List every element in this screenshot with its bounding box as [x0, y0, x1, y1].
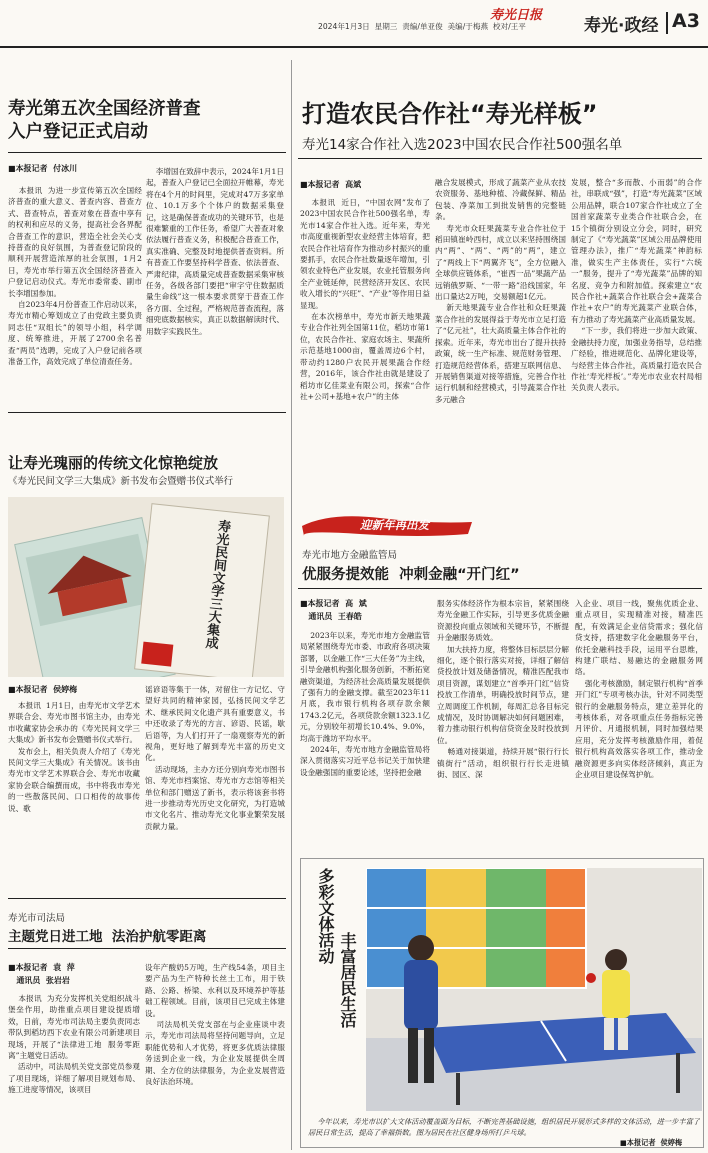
culture-col1: 本报讯 1月1日，由寿光市文学艺术界联合会、寿光市图书馆主办，由寿光市收藏家协会承办的《寿光民间文学三大集成》新书发布会暨赠书仪式举行。 发布会上，相关负责人介绍了《寿光民间文学三大集成》有关情况。该书由寿光市文学艺术界联合会、寿光市收藏家协会联合编撰而成，书中将我市寿光的一些散落民间、口口相传的故事传说、歌: [8, 701, 140, 813]
coop-title: 打造农民合作社“寿光样板”: [302, 100, 598, 128]
census-col1: 本报讯 为进一步宣传第五次全国经济普查的重大意义、普查内容、普查方式、普查特点，普查对象在普查中享有的权利和应尽的义务，提高社会各界配合普查工作的意识，营造全社会关心支持普查的良好氛围，为普查登记阶段的顺利开展营造浓厚的社会氛围，1月2日，寿光市举行第五次全国经济普查入户登记启动仪式。寿光市委常委、副市长李增国参加。 自2023年4月份普查工作启动以来，寿光市精心筹划成立了由党政主要负责同志任“双组长”的领导小组，科学调度、统筹推进，开展了2700余名普查“两员”选聘，完成了入户登记前各项准备工作，高效完成了单位清查任务。: [8, 186, 142, 367]
justice-title: 主题党日进工地 法治护航零距离: [8, 929, 207, 945]
finance-col1: 2023年以来，寿光市地方金融监管局紧紧围绕寿光市委、市政府各项决策部署，以金融工作“三大任务”为主线，引导金融机构强化服务创新，不断拓宽融资渠道，为经济社会高质量发展提供了强有力的金融支撑。截至2023年11月底，我市银行机构各项存款余额1743.2亿元，各项贷款余额1323.1亿元，分别较年初增长10.4%、9.0%，均高于潍坊平均水平。 2024年，寿光市地方金融监管局将深入贯彻落实习近平总书记关于加快建设金融强国的重要论述，坚持把金融: [300, 631, 430, 777]
finance-banner: [300, 508, 475, 540]
coop-col1: 本报讯 近日，“中国农网”发布了2023中国农民合作社500强名单，寿光市14家合作社入选。近年来，寿光市高度重视新型农业经营主体培育，把农民合作社培育作为推动乡村振兴的重要抓手，农民合作社数量逐年增加，引领农业特色产业发展，农业托管服务向全产业链延伸，民营经济开发区、农民收入增长的“兴旺”、“产业”等作用日益显现。 在本次榜单中，寿光市新天地果蔬专业合作社列全国第11位，稻坊市第1位，农民合作社、家庭农场主、果蔬所示范基地1000亩，覆盖周边6个村，带动约1280户农民开展果蔬合作经营，2016年，该合作社由就是建设了稻坊市亿佳菜业有限公司，探索“合作社+公司+基地+农户”的主体: [300, 198, 430, 401]
coop-col3: 发展，整合“多而散、小而弱”的合作社，串联成“强”，打造“寿光蔬菜”区域公用品牌，联合107家合作社成立了全国首家蔬菜专业类合作社联合会，在15个镇街分别设立分会，同时，研究制定了《“寿光蔬菜”区域公用品牌使用管理办法》，推广“寿光蔬菜”神韵标准，做实生产主体责任，实行“六统一”服务，提升了“寿光蔬菜”品牌的知名度、竞争力和附加值。探索建立“农民合作社+蔬菜合作社联合会+蔬菜合作社+农户”的寿光蔬菜产业联合体，有力推动了寿光蔬菜产业高质量发展。 “下一步，我们将进一步加大政策、金融扶持力度，加强业务指导，总结推广经验，推进规范化、品牌化建设等，与经营主体合作社，高质量打造农民合作社‘寿光样板’。”寿光市农业农村局相关负责人表示。: [571, 178, 702, 393]
column-divider: [291, 60, 292, 1150]
culture-col2: 谣谚语等集于一体，对留住一方记忆、守望好共同的精神家园，弘扬民间文学艺术、继承民间文化遗产具有重要意义，书中还收录了寿光的方言、谚语、民谣，歇后语等，为人们打开了一扇观察寿光的新视角，更好地了解到寿光丰富的历史文化。 活动现场，主办方还分别向寿光市图书馆、寿光市档案馆、寿光市方志馆等相关单位和部门赠送了新书，表示将该套书将进一步推动寿光历史文化研究，为打造城市文化名片、推动寿光文化事业繁荣发展贡献力量。: [145, 685, 285, 831]
finance-org: 寿光市地方金融监管局: [302, 550, 398, 561]
masthead-logo: 寿光日报: [490, 8, 543, 23]
justice-org: 寿光市司法局: [8, 913, 66, 924]
justice-col2: 设年产酸奶5万吨，生产线54条，项目主要产品为生产特种长丝土工布，用于铁路、公路、桥梁、水利以及环境养护等基础工程领域。目前，该项目已完成主体建设。 司法局机关党支部在与企业座谈中表示，寿光市司法局将坚持问题导向，立足职能优势和人才优势，将更多优质法律服务送到企业一线，为企业发展提供全周期、全方位的法律服务，为企业发展营造良好法治环境。: [145, 963, 285, 1087]
masthead-section: 寿光·政经: [584, 16, 659, 36]
photo-story-credit: ■本报记者 侯婷梅: [620, 1138, 683, 1147]
finance-banner-text: 迎新年再出发: [360, 518, 429, 532]
coop-byline: ■本报记者 高斌: [300, 180, 362, 189]
masthead-page: A3: [672, 10, 700, 32]
coop-subtitle: 寿光14家合作社入选2023中国农民合作社500强名单: [302, 137, 623, 153]
census-col2: 李增国在致辞中表示，2024年1月1日起，普查入户登记已全面拉开帷幕，寿光将在4个月的时间里，完成对47万多家单位、10.1万多个个体户的数据采集登记，这是确保普查成功的关键环节，也是很难繁重的工作任务，希望广大普查对象依法履行普查义务，积极配合普查工作，真实准确、完整及时地提供普查资料。所有普查工作要坚持科学普查、依法普查、严肃纪律，高质量完成普查数据采集审核任务，各级各部门要把“审字守住数据质量生命线”这一根本要求贯穿于普查工作各方面、全过程，严格规范普查流程，落细兜底数据核实，真正以数据解读时代、用数字实践民生。: [146, 167, 284, 336]
census-bottom-rule: [8, 412, 286, 413]
finance-byline2: 通讯员 王春皓: [300, 612, 362, 621]
justice-col1: 本报讯 为充分发挥机关党组织战斗堡垒作用，助推重点项目建设提质增效，日前，寿光市司法局主要负责同志带队到稻坊西下农业有限公司新建项目现场，开展了“法律进工地 服务零距离”主题党日活动。 活动中，司法局机关党支部党员参观了项目现场，详细了解项目规划布局、施工进度等情况，该项目: [8, 994, 140, 1095]
finance-col2: 服务实体经济作为根本宗旨，紧紧围绕寿光金融工作实际，引导更多优质金融资源投向重点领域和关键环节，不断提升金融服务质效。 加大扶持力度，将整体目标层层分解细化，逐个银行落实对接，详细了解信贷投放计划及储备情况，精准匹配我市项目资源，谋划建立“首季开门红”信贷投放工作清单，明确投放时间节点，建立周调度工作机制，每周汇总各目标完成情况，及时协调解决如何问题困难，着力推动银行机构信贷资金及时投放到位。 畅通对接渠道，持续开展“银行行长镇街行”活动，组织银行行长走进镇街、园区、深: [437, 599, 569, 780]
masthead-date-line: 2024年1月3日 星期三 责编/单亚俊 美编/于梅燕 校对/王平: [318, 22, 526, 31]
masthead: [0, 0, 708, 48]
census-byline: ■本报记者 付冰川: [8, 164, 78, 173]
finance-rule: [298, 588, 702, 589]
finance-byline1: ■本报记者 高 斌: [300, 599, 367, 608]
culture-photo: [8, 497, 284, 677]
culture-book-title: 寿光民间文学三大集成: [202, 518, 231, 650]
photo-story-caption: 今年以来，寿光市以扩大文体活动覆盖面为目标，不断完善基础设施，组织居民开展形式多样的文体活动，进一步丰富了居民日常生活，提高了幸福指数。图为居民在社区健身场所打乒乓球。: [308, 1117, 700, 1137]
culture-subtitle: 《寿光民间文学三大集成》新书发布会暨赠书仪式举行: [8, 476, 234, 487]
culture-title: 让寿光瑰丽的传统文化惊艳绽放: [8, 454, 219, 472]
culture-photo-illustration: [8, 497, 284, 677]
photo-story-image: [366, 868, 702, 1111]
photo-story-title-a: 多彩文体活动: [316, 868, 335, 964]
census-title-line2: 入户登记正式启动: [8, 122, 148, 142]
coop-col2: 融合发展模式，形成了蔬菜产业从农技农资服务、基地种植、冷藏保鲜、精品包装、净菜加工到批发销售的完整链条。 寿光市众旺果蔬菜专业合作社位于稻田镇崔岭西村，成立以来坚持围绕国内“两”、“两”、“两”的“两”，建立了“两线上下“两翼齐飞”，全方位融入全球供应链体系，“崔西一品”果蔬产品远销俄罗斯、“一带一路”沿线国家，年出口量达2万吨，交易额超1亿元。 新天地果蔬专业合作社和众旺果蔬菜合作社的发展得益于寿光市立足打造了“亿元社”，壮大高质量主体合作社的探索。近年来，寿光市出台了提升扶持政策，统一生产标准、规范财务管理、打造规范经营体系，搭建互联网信息、开展销售渠道对接等措施，完善合作社运行机制和经营模式，引导蔬菜合作社多元融合: [435, 178, 566, 404]
census-title-line1: 寿光第五次全国经济普查: [8, 99, 201, 119]
finance-title: 优服务提效能 冲刺金融“开门红”: [302, 567, 520, 583]
coop-rule: [298, 158, 702, 159]
masthead-rule: [0, 46, 708, 48]
masthead-divider: [666, 12, 668, 34]
justice-byline2: 通讯员 张岩岩: [8, 976, 70, 985]
justice-byline1: ■本报记者 袁 萍: [8, 963, 75, 972]
table-tennis-scene: [366, 868, 702, 1111]
justice-rule: [8, 948, 286, 949]
culture-byline: ■本报记者 侯婷梅: [8, 685, 78, 694]
culture-bottom-rule: [8, 898, 286, 899]
photo-story-title-b: 丰富居民生活: [338, 932, 357, 1028]
census-rule: [8, 152, 286, 153]
finance-col3: 入企业、项目一线，聚焦优质企业、重点项目，实现精准对接，精准匹配，有效满足企业信贷需求；强化信贷支持，搭建数字化金融服务平台，依托金融科技手段，运用平台思维，构建广联结、易融达的金融服务网络。 强化考核激励，制定银行机构“首季开门红”专项考核办法，针对不同类型银行的金融服务特点，建立差异化的考核体系，对各项重点任务指标完善月评价、月通报机制，同时加强结果应用，充分发挥考核激励作用，着促银行机构高效落实各项工作，推动金融资源更多向实体经济倾斜，真正为企业项目建设保驾护航。: [575, 599, 703, 780]
